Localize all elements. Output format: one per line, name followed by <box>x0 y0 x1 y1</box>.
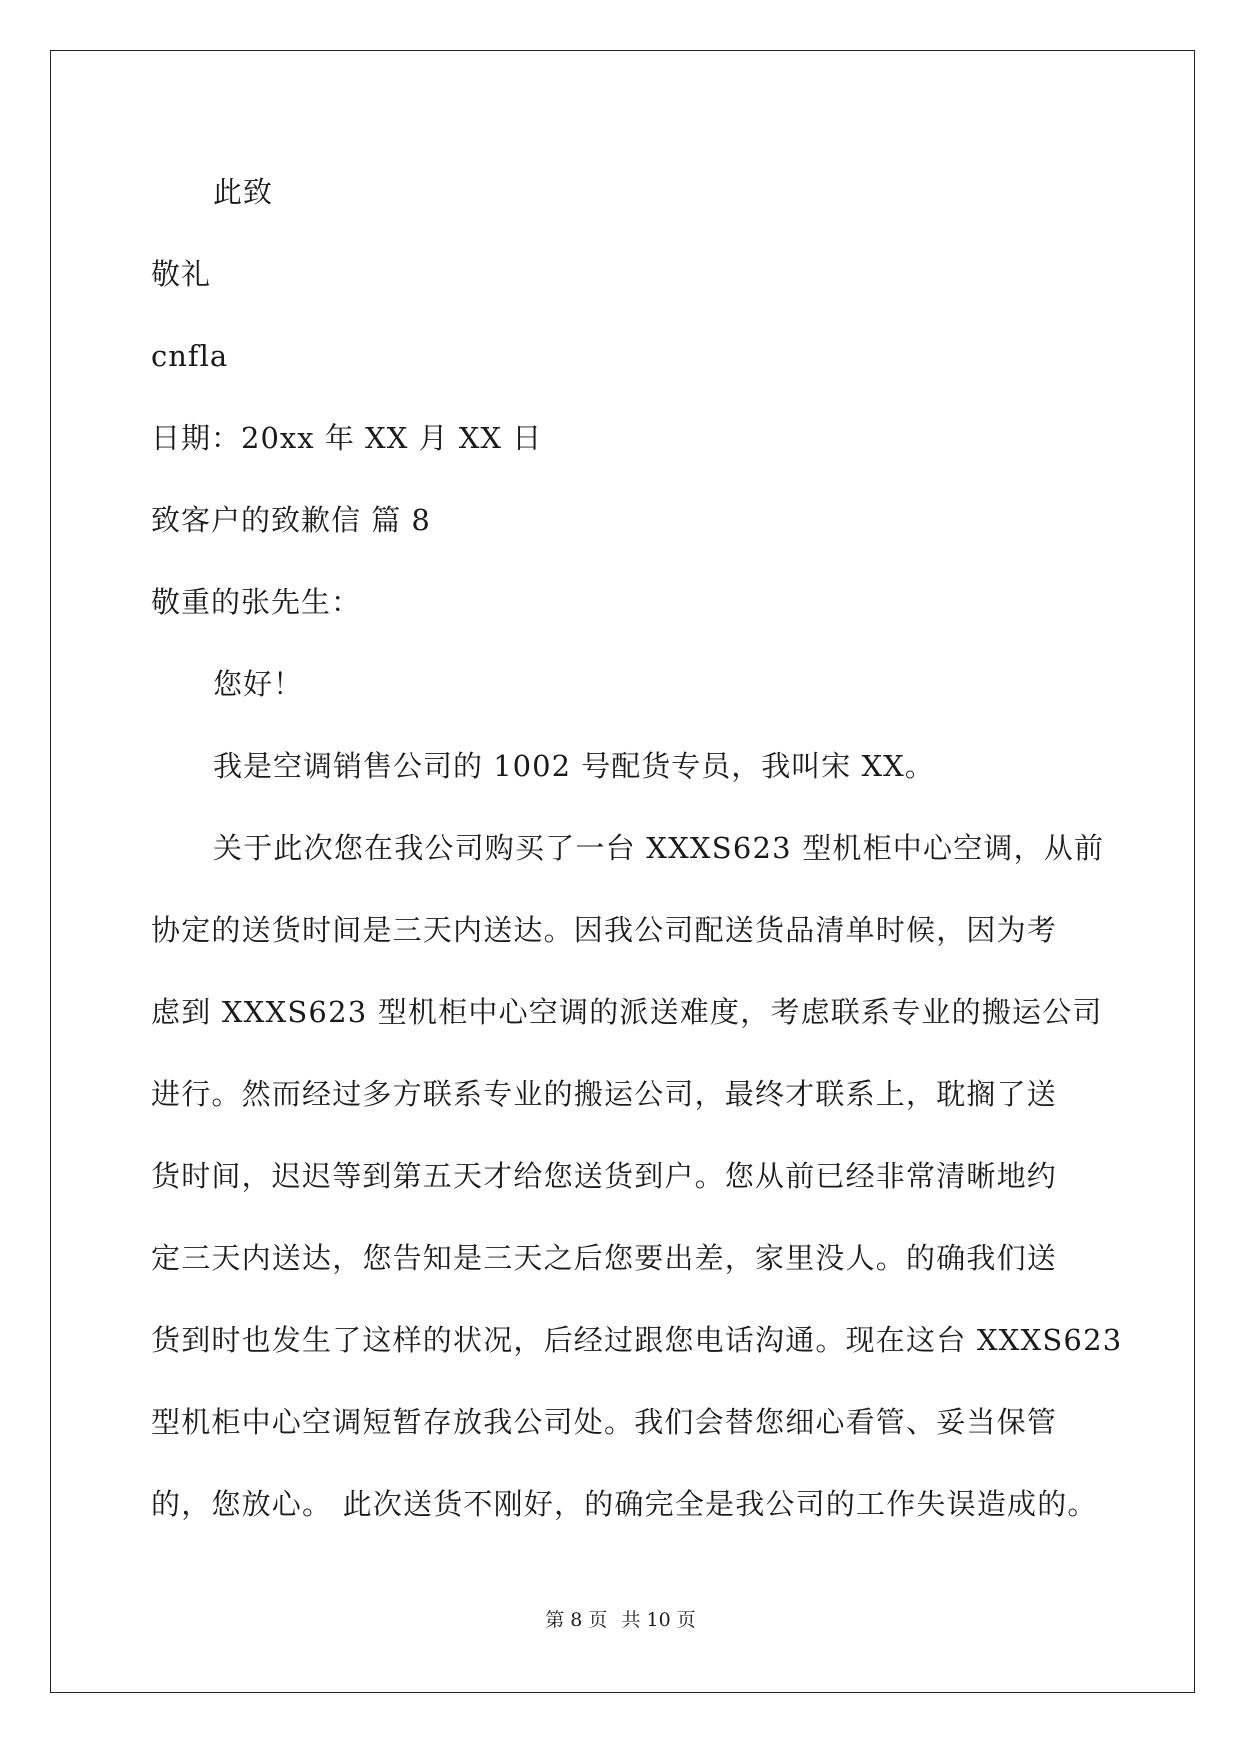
page-number-total: 共 10 页 <box>621 1609 696 1631</box>
letter-date: 日期：20xx 年 XX 月 XX 日 <box>151 421 543 455</box>
greeting: 您好！ <box>213 667 304 701</box>
body-line: 的，您放心。 此次送货不刚好，的确完全是我公司的工作失误造成的。 <box>151 1487 1098 1521</box>
body-line: 协定的送货时间是三天内送达。因我公司配送货品清单时候，因为考 <box>151 913 1058 947</box>
closing-salutation: 此致 <box>213 175 274 209</box>
section-heading: 致客户的致歉信 篇 8 <box>151 503 431 537</box>
intro-paragraph: 我是空调销售公司的 1002 号配货专员，我叫宋 XX。 <box>213 749 935 783</box>
body-line: 货到时也发生了这样的状况，后经过跟您电话沟通。现在这台 XXXS623 <box>151 1323 1123 1357</box>
body-line: 型机柜中心空调短暂存放我公司处。我们会替您细心看管、妥当保管 <box>151 1405 1058 1439</box>
sender-name: cnfla <box>151 339 229 373</box>
closing-regards: 敬礼 <box>151 257 212 291</box>
page-border <box>50 50 1195 1693</box>
body-line: 进行。然而经过多方联系专业的搬运公司，最终才联系上，耽搁了送 <box>151 1077 1058 1111</box>
body-line: 货时间，迟迟等到第五天才给您送货到户。您从前已经非常清晰地约 <box>151 1159 1058 1193</box>
body-line: 虑到 XXXS623 型机柜中心空调的派送难度，考虑联系专业的搬运公司 <box>151 995 1103 1029</box>
addressee: 敬重的张先生： <box>151 585 362 619</box>
body-line: 定三天内送达，您告知是三天之后您要出差，家里没人。的确我们送 <box>151 1241 1058 1275</box>
page-number-current: 第 8 页 <box>545 1609 608 1631</box>
body-line: 关于此次您在我公司购买了一台 XXXS623 型机柜中心空调，从前 <box>213 831 1105 865</box>
page-footer <box>0 1608 1241 1632</box>
